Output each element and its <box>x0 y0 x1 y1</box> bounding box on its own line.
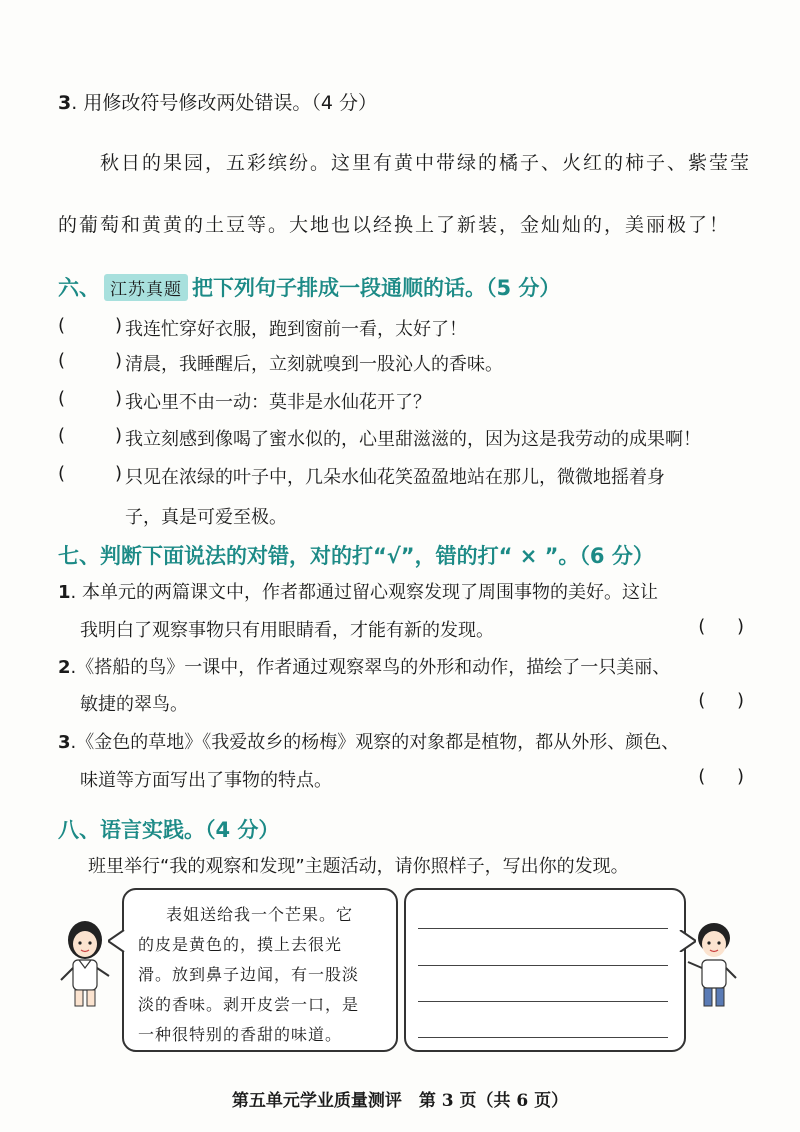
judge-item-1-line-2: 我明白了观察事物只有用眼睛看，才能有新的发现。 <box>80 620 494 641</box>
ordering-item-1 <box>0 315 800 345</box>
answer-speech-bubble[interactable] <box>404 888 686 1052</box>
order-blank-close: ) <box>115 315 123 336</box>
item-number: 2 <box>58 657 71 678</box>
section-8-title: 八、语言实践。（4 分） <box>58 818 280 842</box>
order-blank-open[interactable]: ( <box>58 388 66 409</box>
judge-item-2-line-1 <box>58 653 670 679</box>
example-line-1: 表姐送给我一个芒果。它 <box>166 905 354 924</box>
ordering-item-4 <box>0 425 800 455</box>
question-text: . 用修改符号修改两处错误。（4 分） <box>71 92 377 114</box>
sentence-text: 我连忙穿好衣服，跑到窗前一看，太好了！ <box>125 319 467 340</box>
judge-item-3-line-2: 味道等方面写出了事物的特点。 <box>80 770 332 791</box>
item-text: .《搭船的鸟》一课中，作者通过观察翠鸟的外形和动作，描绘了一只美丽、 <box>70 657 671 678</box>
sentence-text: 只见在浓绿的叶子中，几朵水仙花笑盈盈地站在那儿，微微地摇着身 <box>125 467 665 488</box>
order-blank-close: ) <box>115 425 123 446</box>
judge-answer-1[interactable]: ( ) <box>698 616 744 637</box>
item-number: 3 <box>58 732 71 753</box>
sentence-text: 我立刻感到像喝了蜜水似的，心里甜滋滋的，因为这是我劳动的成果啊！ <box>125 429 701 450</box>
order-blank-close: ) <box>115 463 123 484</box>
question-3-heading <box>58 88 377 115</box>
writing-line-4[interactable] <box>418 1037 668 1038</box>
item-number: 1 <box>58 582 71 603</box>
item-text: . 本单元的两篇课文中，作者都通过留心观察发现了周围事物的美好。这让 <box>70 582 658 603</box>
ordering-item-5 <box>0 463 800 493</box>
sentence-text: 我心里不由一动：莫非是水仙花开了？ <box>125 392 431 413</box>
judge-answer-2[interactable]: ( ) <box>698 690 744 711</box>
source-tag: 江苏真题 <box>104 274 188 301</box>
writing-line-2[interactable] <box>418 965 668 966</box>
example-line-2: 的皮是黄色的，摸上去很光 <box>138 935 343 954</box>
order-blank-close: ) <box>115 388 123 409</box>
judge-item-3-line-1 <box>58 728 679 754</box>
question-number: 3 <box>58 92 72 114</box>
order-blank-open[interactable]: ( <box>58 463 66 484</box>
example-line-4: 淡的香味。剥开皮尝一口，是 <box>138 995 360 1014</box>
ordering-item-3 <box>0 388 800 418</box>
order-blank-open[interactable]: ( <box>58 315 66 336</box>
writing-line-3[interactable] <box>418 1001 668 1002</box>
passage-line-2: 的葡萄和黄黄的土豆等。大地也以经换上了新装，金灿灿的，美丽极了！ <box>58 214 731 236</box>
order-blank-open[interactable]: ( <box>58 425 66 446</box>
item-text: .《金色的草地》《我爱故乡的杨梅》观察的对象都是植物，都从外形、颜色、 <box>70 732 680 753</box>
example-line-3: 滑。放到鼻子边闻，有一股淡 <box>138 965 360 984</box>
judge-item-2-line-2: 敏捷的翠鸟。 <box>80 694 188 715</box>
ordering-item-5-continued: 子，真是可爱至极。 <box>125 507 287 528</box>
bubble-pointer-icon <box>108 930 126 952</box>
judge-item-1-line-1 <box>58 578 658 604</box>
section-8-intro: 班里举行“我的观察和发现”主题活动，请你照样子，写出你的发现。 <box>88 856 629 877</box>
section-6-title: 六、 江苏真题 把下列句子排成一段通顺的话。（5 分） <box>58 276 561 300</box>
ordering-item-2 <box>0 350 800 380</box>
sentence-text: 清晨，我睡醒后，立刻就嗅到一股沁人的香味。 <box>125 354 503 375</box>
order-blank-close: ) <box>115 350 123 371</box>
passage-line-1: 秋日的果园，五彩缤纷。这里有黄中带绿的橘子、火红的柿子、紫莹莹 <box>100 152 752 174</box>
boy-illustration-icon <box>682 918 744 1008</box>
page-footer: 第五单元学业质量测评 第 3 页（共 6 页） <box>231 1091 569 1111</box>
order-blank-open[interactable]: ( <box>58 350 66 371</box>
example-line-5: 一种很特别的香甜的味道。 <box>138 1025 343 1044</box>
section-7-title: 七、判断下面说法的对错，对的打“√”，错的打“ × ”。（6 分） <box>58 544 654 568</box>
judge-answer-3[interactable]: ( ) <box>698 766 744 787</box>
writing-line-1[interactable] <box>418 928 668 929</box>
